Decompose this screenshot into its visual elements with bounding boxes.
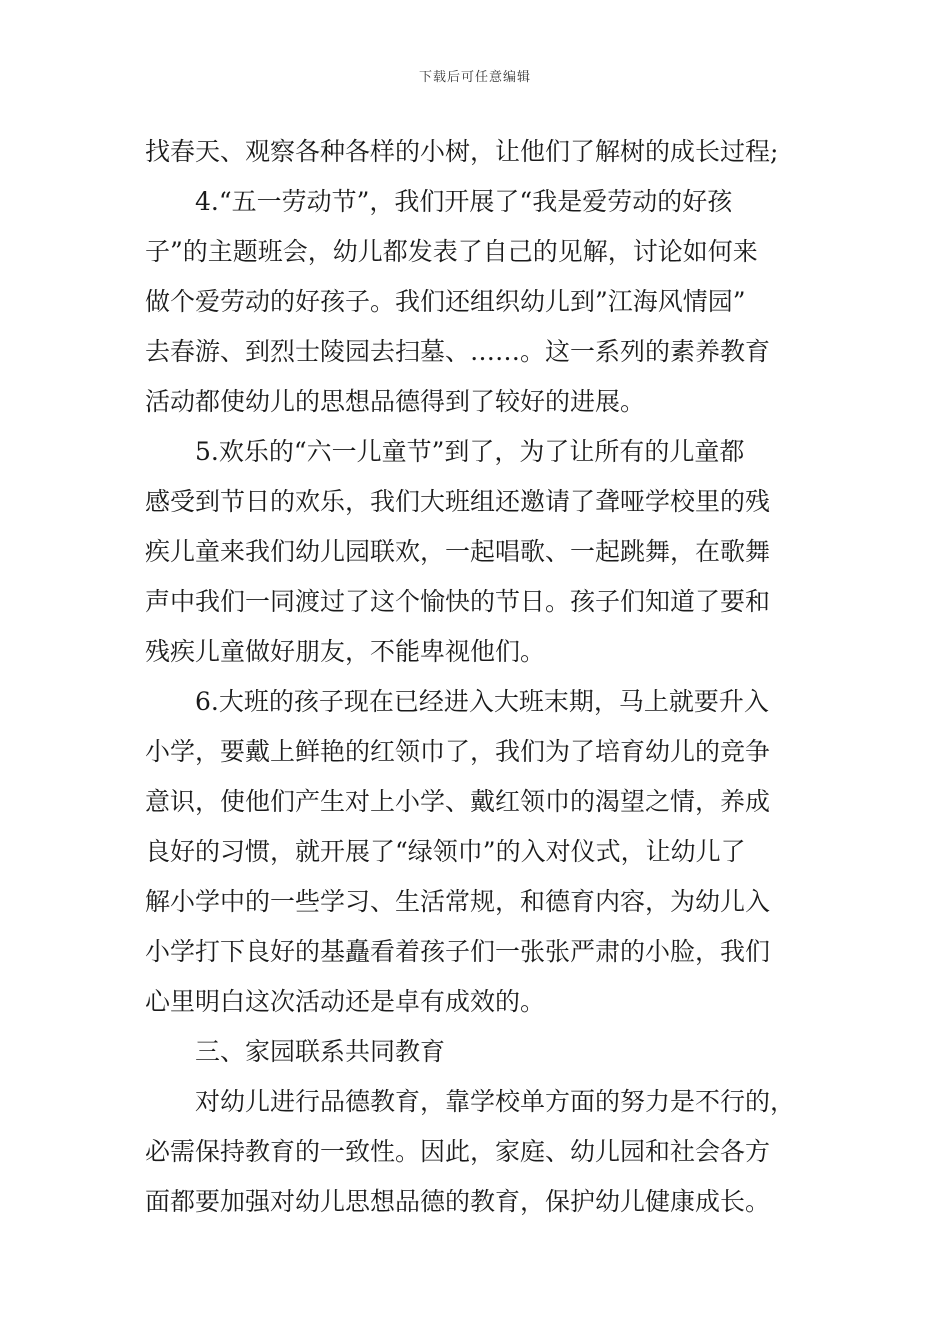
text-line: 子”的主题班会，幼儿都发表了自己的见解，讨论如何来 xyxy=(145,237,758,266)
text-line: 三、家园联系共同教育 xyxy=(195,1037,446,1066)
text-line: 意识，使他们产生对上小学、戴红领巾的渴望之情，养成 xyxy=(145,787,771,816)
text-line: 找春天、观察各种各样的小树，让他们了解树的成长过程; xyxy=(145,137,779,166)
text-line: 4.“五一劳动节”，我们开展了“我是爱劳动的好孩 xyxy=(195,187,733,216)
text-line: 心里明白这次活动还是卓有成效的。 xyxy=(145,987,546,1016)
text-line: 小学，要戴上鲜艳的红领巾了，我们为了培育幼儿的竞争 xyxy=(145,737,771,766)
text-line: 面都要加强对幼儿思想品德的教育，保护幼儿健康成长。 xyxy=(145,1187,771,1216)
text-line: 良好的习惯，就开展了“绿领巾”的入对仪式，让幼儿了 xyxy=(145,837,746,866)
page-header-note: 下载后可任意编辑 xyxy=(418,70,531,85)
document-body xyxy=(145,127,825,1227)
text-line: 感受到节日的欢乐，我们大班组还邀请了聋哑学校里的残 xyxy=(145,487,771,516)
text-line: 去春游、到烈士陵园去扫墓、……。这一系列的素养教育 xyxy=(145,337,771,366)
text-line: 小学打下良好的基矗看着孩子们一张张严肃的小脸，我们 xyxy=(145,937,771,966)
text-line: 5.欢乐的“六一儿童节”到了，为了让所有的儿童都 xyxy=(195,437,745,466)
text-line: 6.大班的孩子现在已经进入大班末期，马上就要升入 xyxy=(195,687,769,716)
text-line: 做个爱劳动的好孩子。我们还组织幼儿到”江海风情园” xyxy=(145,287,746,316)
text-line: 对幼儿进行品德教育，靠学校单方面的努力是不行的， xyxy=(195,1087,796,1116)
text-line: 解小学中的一些学习、生活常规，和德育内容，为幼儿入 xyxy=(145,887,771,916)
text-line: 残疾儿童做好朋友，不能卑视他们。 xyxy=(145,637,546,666)
text-line: 活动都使幼儿的思想品德得到了较好的进展。 xyxy=(145,387,646,416)
text-line: 必需保持教育的一致性。因此，家庭、幼儿园和社会各方 xyxy=(145,1137,771,1166)
text-line: 声中我们一同渡过了这个愉快的节日。孩子们知道了要和 xyxy=(145,587,771,616)
text-line: 疾儿童来我们幼儿园联欢，一起唱歌、一起跳舞，在歌舞 xyxy=(145,537,771,566)
